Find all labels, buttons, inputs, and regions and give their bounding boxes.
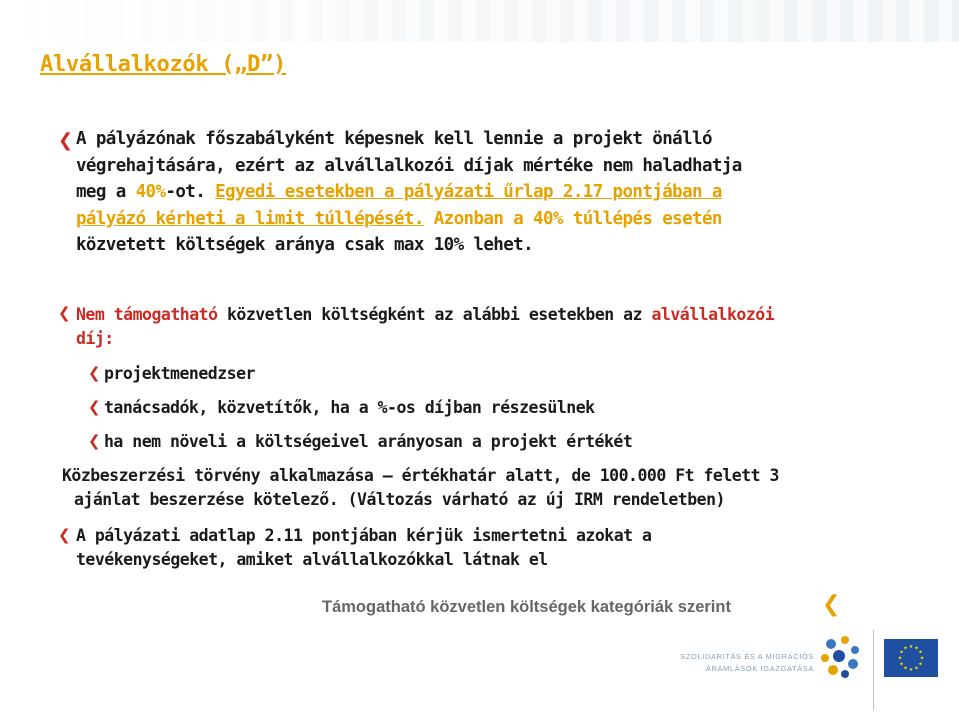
section-datasheet: [76, 524, 946, 572]
list-item: projektmenedzser: [104, 364, 255, 383]
svg-text:★: ★: [914, 645, 919, 652]
eu-flag-icon: [884, 639, 938, 677]
ministry-name: SZOLIDARITÁS ÉS A MIGRÁCIÓS ÁRAMLÁSOK IGAZGATÁSA: [680, 652, 814, 673]
chevron-bullet-icon: ❮: [58, 304, 71, 322]
page-title: Alvállalkozók („D”): [40, 52, 286, 77]
text-line: ajánlat beszerzése kötelező. (Változás várható az új IRM rendeletben): [74, 490, 725, 509]
chevron-bullet-icon: ❮: [58, 130, 74, 151]
footer-caption: Támogatható közvetlen költségek kategóriák szerint: [322, 598, 731, 616]
ministry-logo-icon: [815, 632, 867, 684]
svg-text:★: ★: [899, 649, 904, 656]
text-line: meg a 40%-ot. Egyedi esetekben a pályázati űrlap 2.17 pontjában a: [76, 182, 722, 202]
svg-text:★: ★: [903, 665, 908, 672]
exception-link-cont[interactable]: pályázó kérheti a limit túllépését.: [76, 208, 424, 229]
section-not-supported: [76, 303, 946, 351]
exception-link[interactable]: Egyedi esetekben a pályázati űrlap 2.17 pontjában a: [215, 182, 722, 202]
text-line: díj:: [76, 329, 114, 348]
chevron-bullet-icon: ❮: [88, 364, 101, 382]
chevron-bullet-icon: ❮: [88, 398, 101, 416]
svg-text:★: ★: [918, 661, 923, 668]
text-line: közvetett költségek aránya csak max 10% lehet.: [76, 235, 534, 255]
svg-text:★: ★: [908, 644, 914, 650]
svg-text:★: ★: [897, 655, 903, 662]
text-line: tevékenységeket, amiket alvállalkozókkal látnak el: [76, 550, 548, 569]
svg-text:★: ★: [908, 667, 914, 673]
svg-text:★: ★: [899, 661, 904, 668]
header-decoration: [0, 0, 959, 42]
text-line: végrehajtására, ezért az alvállalkozói díjak mértéke nem haladhatja: [76, 155, 742, 176]
text-line: A pályázati adatlap 2.11 pontjában kérjük ismertetni azokat a: [76, 526, 652, 545]
text-line: pályázó kérheti a limit túllépését. Azonban a 40% túllépés esetén: [76, 208, 722, 229]
text-line: Nem támogatható közvetlen költségként az alábbi esetekben az alvállalkozói: [76, 305, 775, 324]
svg-text:★: ★: [914, 665, 919, 672]
chevron-bullet-icon: ❮: [58, 526, 71, 544]
svg-text:★: ★: [903, 645, 908, 652]
list-item: tanácsadók, közvetítők, ha a %-os díjban részesülnek: [104, 398, 595, 417]
section-main-rule: [76, 126, 946, 259]
footer-divider: [873, 630, 874, 710]
chevron-nav-icon[interactable]: ❮: [822, 592, 841, 617]
text-line: Közbeszerzési törvény alkalmazása – értékhatár alatt, de 100.000 Ft felett 3: [62, 466, 779, 485]
text-line: A pályázónak főszabályként képesnek kell lennie a projekt önálló: [76, 129, 712, 149]
svg-text:★: ★: [918, 649, 923, 656]
chevron-bullet-icon: ❮: [88, 432, 101, 450]
section-procurement: [62, 464, 952, 512]
list-item: ha nem növeli a költségeivel arányosan a projekt értékét: [104, 432, 633, 451]
svg-text:★: ★: [919, 655, 925, 662]
